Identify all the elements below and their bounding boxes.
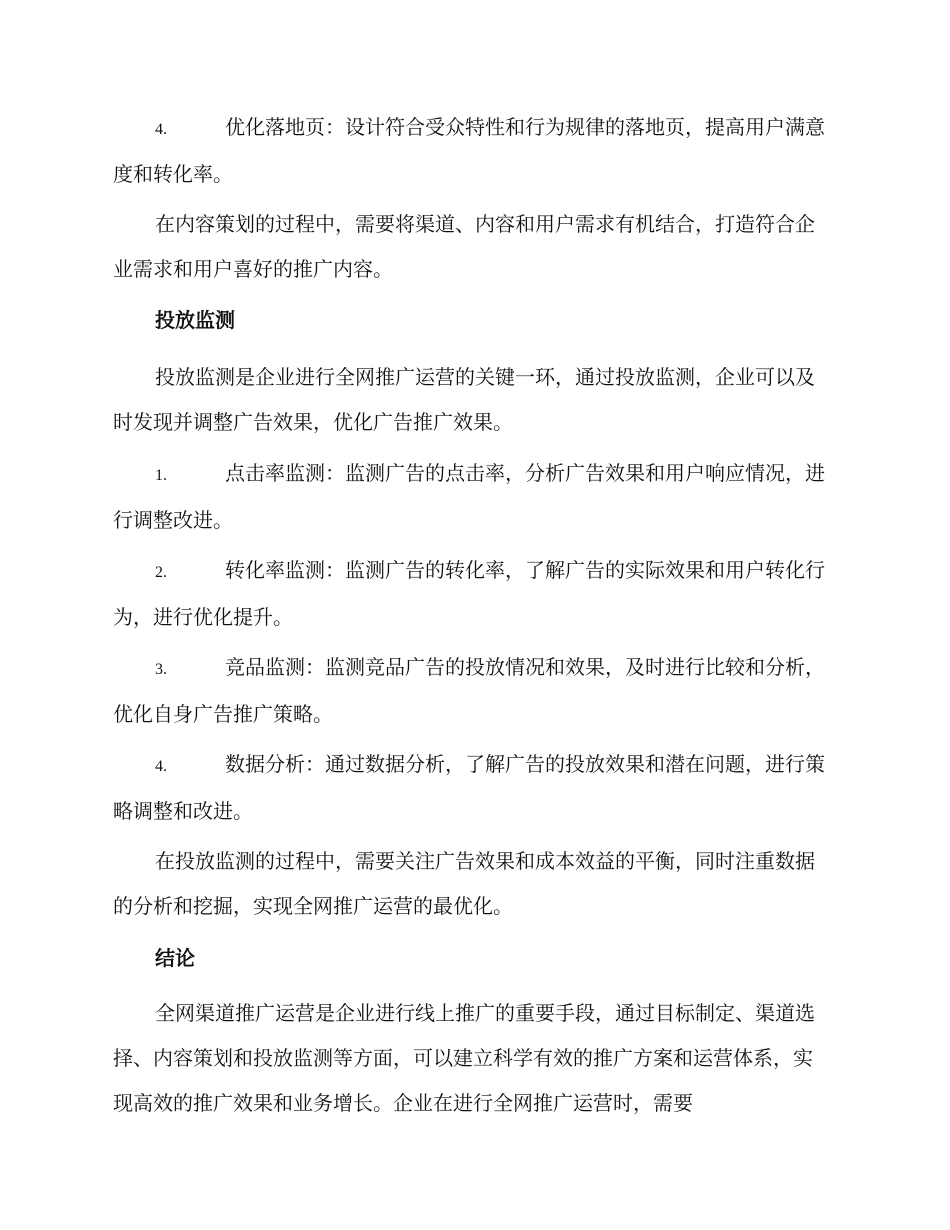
list-item bbox=[113, 451, 831, 543]
list-number: 4. bbox=[155, 121, 167, 138]
list-number: 1. bbox=[155, 467, 167, 484]
list-item bbox=[113, 645, 831, 737]
section-heading: 投放监测 bbox=[155, 308, 235, 332]
list-item-text: 转化率监测：监测广告的转化率，了解广告的实际效果和用户转化行为，进行优化提升。 bbox=[113, 558, 825, 629]
paragraph: 全网渠道推广运营是企业进行线上推广的重要手段，通过目标制定、渠道选择、内容策划和投放监测等方面，可以建立科学有效的推广方案和运营体系，实现高效的推广效果和业务增长。企业在进行全网推广运营时，需要 bbox=[113, 1001, 815, 1115]
paragraph: 在内容策划的过程中，需要将渠道、内容和用户需求有机结合，打造符合企业需求和用户喜好的推广内容。 bbox=[113, 212, 815, 281]
list-number: 4. bbox=[155, 758, 167, 775]
list-item-text: 点击率监测：监测广告的点击率，分析广告效果和用户响应情况，进行调整改进。 bbox=[113, 461, 825, 532]
list-item bbox=[113, 742, 831, 834]
list-item-text: 竞品监测：监测竞品广告的投放情况和效果，及时进行比较和分析，优化自身广告推广策略。 bbox=[113, 655, 825, 726]
list-number: 3. bbox=[155, 661, 167, 678]
list-number: 2. bbox=[155, 564, 167, 581]
list-item-text: 优化落地页：设计符合受众特性和行为规律的落地页，提高用户满意度和转化率。 bbox=[113, 115, 825, 186]
list-item bbox=[113, 105, 831, 197]
paragraph: 在投放监测的过程中，需要关注广告效果和成本效益的平衡，同时注重数据的分析和挖掘，实现全网推广运营的最优化。 bbox=[113, 849, 815, 918]
list-item bbox=[113, 548, 831, 640]
paragraph: 投放监测是企业进行全网推广运营的关键一环，通过投放监测，企业可以及时发现并调整广告效果，优化广告推广效果。 bbox=[113, 365, 815, 434]
section-heading: 结论 bbox=[155, 946, 195, 970]
list-item-text: 数据分析：通过数据分析，了解广告的投放效果和潜在问题，进行策略调整和改进。 bbox=[113, 752, 825, 823]
